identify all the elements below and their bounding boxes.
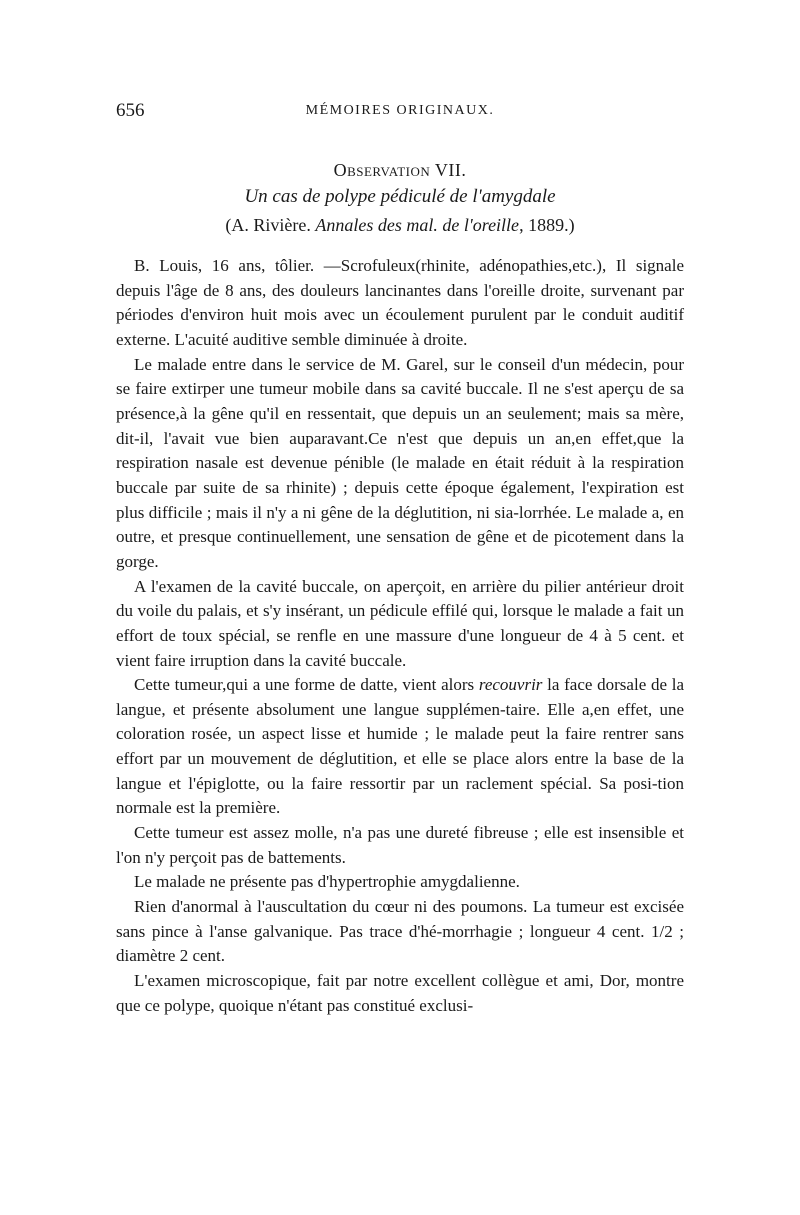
paragraph: Rien d'anormal à l'auscultation du cœur ni des poumons. La tumeur est excisée sans pince à l'anse galvanique. Pas trace d'hé-morrhagie ; longueur 4 cent. 1/2 ; diamètre 2 cent.: [116, 897, 684, 966]
emphasized-word: recouvrir: [478, 675, 543, 695]
observation-subtitle: Un cas de polype pédiculé de l'amygdale: [244, 186, 556, 207]
page-header: [116, 100, 684, 128]
reference-author: (A. Rivière.: [225, 215, 316, 235]
bibliographic-reference: [0, 215, 800, 236]
paragraph-text: Cette tumeur,qui a une forme de datte, vient alors: [134, 675, 479, 695]
observation-title: Observation VII.: [333, 160, 467, 180]
paragraph: Le malade ne présente pas d'hypertrophie amygdalienne.: [134, 872, 520, 892]
reference-journal: Annales des mal. de l'oreille: [315, 215, 520, 235]
paragraph-text: la face dorsale de la langue, et présente absolument une langue supplémen-taire. Elle a,en effet, une coloration rosée, un aspect lisse et humide ; le malade peut la faire rentrer sans effort par un mouvement de déglutition, et elle se place alors entre la base de la langue et l'épiglotte, ou la faire ressortir par un raclement spécial. Sa posi-tion normale est la première.: [116, 675, 684, 818]
paragraph: [116, 673, 684, 821]
paragraph: A l'examen de la cavité buccale, on aperçoit, en arrière du pilier antérieur droit du voile du palais, et s'y insérant, un pédicule effilé qui, lorsque le malade a fait un effort de toux spécial, se renfle en une massure d'une longueur de 4 à 5 cent. et vient faire irruption dans la cavité buccale.: [116, 576, 684, 670]
paragraph: Le malade entre dans le service de M. Garel, sur le conseil d'un médecin, pour se faire extirper une tumeur mobile dans sa cavité buccale. Il ne s'est aperçu de sa présence,à la gêne qu'il en ressentait, que depuis un an seulement; mais sa mère, dit-il, l'avait vue bien auparavant.Ce n'est que depuis un an,en effet,que la respiration nasale est devenue pénible (le malade en était réduit à la respiration buccale par suite de sa rhinite) ; depuis cette époque également, l'expiration est plus difficile ; mais il n'y a ni gêne de la déglutition, ni sia-lorrhée. Le malade a, en outre, et presque continuellement, une sensation de gêne et de picotement dans la gorge.: [116, 354, 684, 571]
paragraph: Cette tumeur est assez molle, n'a pas une dureté fibreuse ; elle est insensible et l'on n'y perçoit pas de battements.: [116, 823, 684, 867]
reference-year: , 1889.): [519, 215, 575, 235]
paragraph: L'examen microscopique, fait par notre excellent collègue et ami, Dor, montre que ce polype, quoique n'étant pas constitué exclusi-: [116, 971, 684, 1015]
running-title: MÉMOIRES ORIGINAUX.: [305, 103, 495, 118]
paragraph: B. Louis, 16 ans, tôlier. —Scrofuleux(rhinite, adénopathies,etc.), Il signale depuis l'âge de 8 ans, des douleurs lancinantes dans l'oreille droite, survenant par périodes d'environ huit mois avec un écoulement purulent par le conduit auditif externe. L'acuité auditive semble diminuée à droite.: [116, 256, 684, 349]
body-text: [116, 254, 684, 1018]
page-number: 656: [116, 100, 145, 121]
